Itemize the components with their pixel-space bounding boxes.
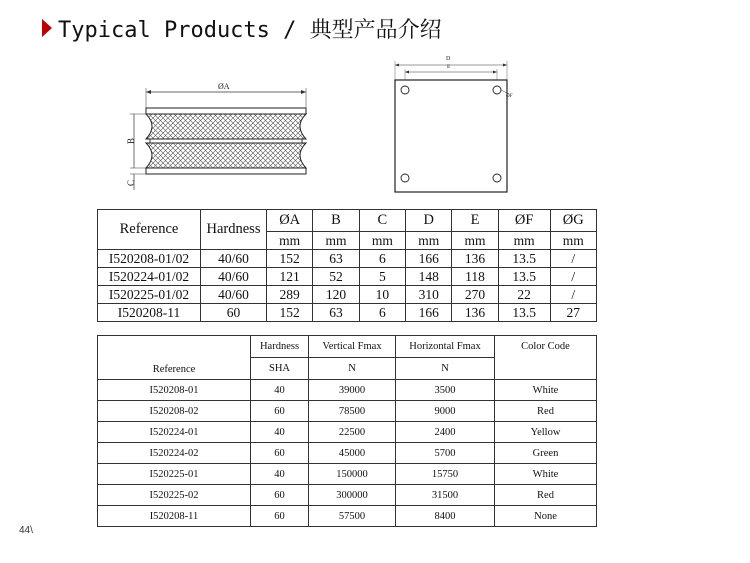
header-cell: ØF bbox=[498, 210, 550, 232]
table-cell: 5 bbox=[359, 268, 405, 286]
table-cell: Red bbox=[495, 485, 597, 506]
table-cell: I520208-02 bbox=[98, 401, 251, 422]
table-cell: 60 bbox=[251, 485, 309, 506]
table-cell: 22500 bbox=[309, 422, 396, 443]
table-cell: 60 bbox=[251, 506, 309, 527]
header-cell: Hardness bbox=[251, 336, 309, 358]
label-a: ØA bbox=[218, 82, 230, 91]
header-cell: Horizontal Fmax bbox=[396, 336, 495, 358]
table-cell: White bbox=[495, 464, 597, 485]
unit-cell: mm bbox=[267, 232, 313, 250]
table-cell: 310 bbox=[406, 286, 452, 304]
table-row bbox=[98, 506, 597, 527]
title-text: Typical Products / 典型产品介绍 bbox=[58, 17, 442, 43]
table-row bbox=[98, 380, 597, 401]
table-cell: 3500 bbox=[396, 380, 495, 401]
unit-cell: mm bbox=[406, 232, 452, 250]
table-cell: 6 bbox=[359, 250, 405, 268]
table-cell: 40 bbox=[251, 464, 309, 485]
table-cell: I520208-01 bbox=[98, 380, 251, 401]
table-cell: 45000 bbox=[309, 443, 396, 464]
table-cell: / bbox=[550, 286, 596, 304]
table-cell: 13.5 bbox=[498, 250, 550, 268]
table-cell: Red bbox=[495, 401, 597, 422]
table-cell: I520208-11 bbox=[98, 304, 201, 322]
table-row bbox=[98, 304, 597, 322]
table-row bbox=[98, 464, 597, 485]
header-cell: C bbox=[359, 210, 405, 232]
table-cell: 63 bbox=[313, 304, 359, 322]
table-cell: 40/60 bbox=[201, 268, 267, 286]
dimensions-table bbox=[97, 209, 597, 322]
table-cell: 40 bbox=[251, 422, 309, 443]
table-cell: 2400 bbox=[396, 422, 495, 443]
table-cell: 40/60 bbox=[201, 250, 267, 268]
table-cell: / bbox=[550, 250, 596, 268]
table-cell: 15750 bbox=[396, 464, 495, 485]
header-cell: Reference bbox=[98, 210, 201, 250]
table-cell: White bbox=[495, 380, 597, 401]
header-cell: B bbox=[313, 210, 359, 232]
header-cell: ØA bbox=[267, 210, 313, 232]
subheader-cell: N bbox=[309, 358, 396, 380]
table-cell: 40/60 bbox=[201, 286, 267, 304]
table-cell: I520225-01 bbox=[98, 464, 251, 485]
unit-cell: mm bbox=[313, 232, 359, 250]
table-cell: 9000 bbox=[396, 401, 495, 422]
dimensions-header-row bbox=[98, 210, 597, 232]
table-cell: I520224-01/02 bbox=[98, 268, 201, 286]
table-cell: 31500 bbox=[396, 485, 495, 506]
table-cell: Green bbox=[495, 443, 597, 464]
table-cell: 22 bbox=[498, 286, 550, 304]
load-table bbox=[97, 335, 597, 527]
table-cell: 6 bbox=[359, 304, 405, 322]
table-cell: I520224-01 bbox=[98, 422, 251, 443]
table-cell: None bbox=[495, 506, 597, 527]
side-view-drawing bbox=[128, 78, 318, 193]
table-cell: 8400 bbox=[396, 506, 495, 527]
unit-cell: mm bbox=[550, 232, 596, 250]
table-cell: 13.5 bbox=[498, 268, 550, 286]
top-view-drawing bbox=[385, 52, 520, 197]
table-row bbox=[98, 250, 597, 268]
table-cell: I520225-02 bbox=[98, 485, 251, 506]
label-b: B bbox=[126, 137, 136, 144]
header-cell: Color Code bbox=[495, 336, 597, 380]
table-cell: 136 bbox=[452, 304, 498, 322]
label-d: D bbox=[446, 56, 451, 62]
table-cell: I520208-11 bbox=[98, 506, 251, 527]
table-cell: 300000 bbox=[309, 485, 396, 506]
load-header-row bbox=[98, 336, 597, 358]
table-cell: 166 bbox=[406, 304, 452, 322]
table-cell: 13.5 bbox=[498, 304, 550, 322]
table-cell: 60 bbox=[251, 443, 309, 464]
label-e: E bbox=[447, 64, 451, 70]
table-row bbox=[98, 422, 597, 443]
table-row bbox=[98, 443, 597, 464]
subheader-cell: N bbox=[396, 358, 495, 380]
table-row bbox=[98, 268, 597, 286]
table-cell: 289 bbox=[267, 286, 313, 304]
unit-cell: mm bbox=[498, 232, 550, 250]
header-cell: Vertical Fmax bbox=[309, 336, 396, 358]
table-cell: 10 bbox=[359, 286, 405, 304]
table-cell: 166 bbox=[406, 250, 452, 268]
table-cell: 270 bbox=[452, 286, 498, 304]
table-row bbox=[98, 485, 597, 506]
unit-cell: mm bbox=[359, 232, 405, 250]
header-cell: Reference bbox=[98, 336, 251, 380]
table-cell: 60 bbox=[251, 401, 309, 422]
table-cell: 148 bbox=[406, 268, 452, 286]
page-number: 44\ bbox=[19, 525, 33, 536]
table-cell: 152 bbox=[267, 250, 313, 268]
table-row bbox=[98, 401, 597, 422]
page-title bbox=[42, 12, 442, 44]
label-c: C bbox=[126, 179, 136, 186]
header-cell: ØG bbox=[550, 210, 596, 232]
table-cell: 118 bbox=[452, 268, 498, 286]
subheader-cell: SHA bbox=[251, 358, 309, 380]
table-row bbox=[98, 286, 597, 304]
table-cell: 78500 bbox=[309, 401, 396, 422]
table-cell: 52 bbox=[313, 268, 359, 286]
table-cell: 40 bbox=[251, 380, 309, 401]
unit-cell: mm bbox=[452, 232, 498, 250]
header-cell: Hardness bbox=[201, 210, 267, 250]
table-cell: I520225-01/02 bbox=[98, 286, 201, 304]
header-cell: E bbox=[452, 210, 498, 232]
table-cell: 150000 bbox=[309, 464, 396, 485]
table-cell: 63 bbox=[313, 250, 359, 268]
table-cell: Yellow bbox=[495, 422, 597, 443]
table-cell: I520224-02 bbox=[98, 443, 251, 464]
table-cell: / bbox=[550, 268, 596, 286]
table-cell: 120 bbox=[313, 286, 359, 304]
table-cell: 60 bbox=[201, 304, 267, 322]
table-cell: 27 bbox=[550, 304, 596, 322]
title-arrow-icon bbox=[42, 19, 52, 37]
label-f: ØF bbox=[506, 94, 513, 99]
table-cell: 57500 bbox=[309, 506, 396, 527]
header-cell: D bbox=[406, 210, 452, 232]
table-cell: 121 bbox=[267, 268, 313, 286]
table-cell: 5700 bbox=[396, 443, 495, 464]
table-cell: 152 bbox=[267, 304, 313, 322]
table-cell: 39000 bbox=[309, 380, 396, 401]
table-cell: 136 bbox=[452, 250, 498, 268]
table-cell: I520208-01/02 bbox=[98, 250, 201, 268]
